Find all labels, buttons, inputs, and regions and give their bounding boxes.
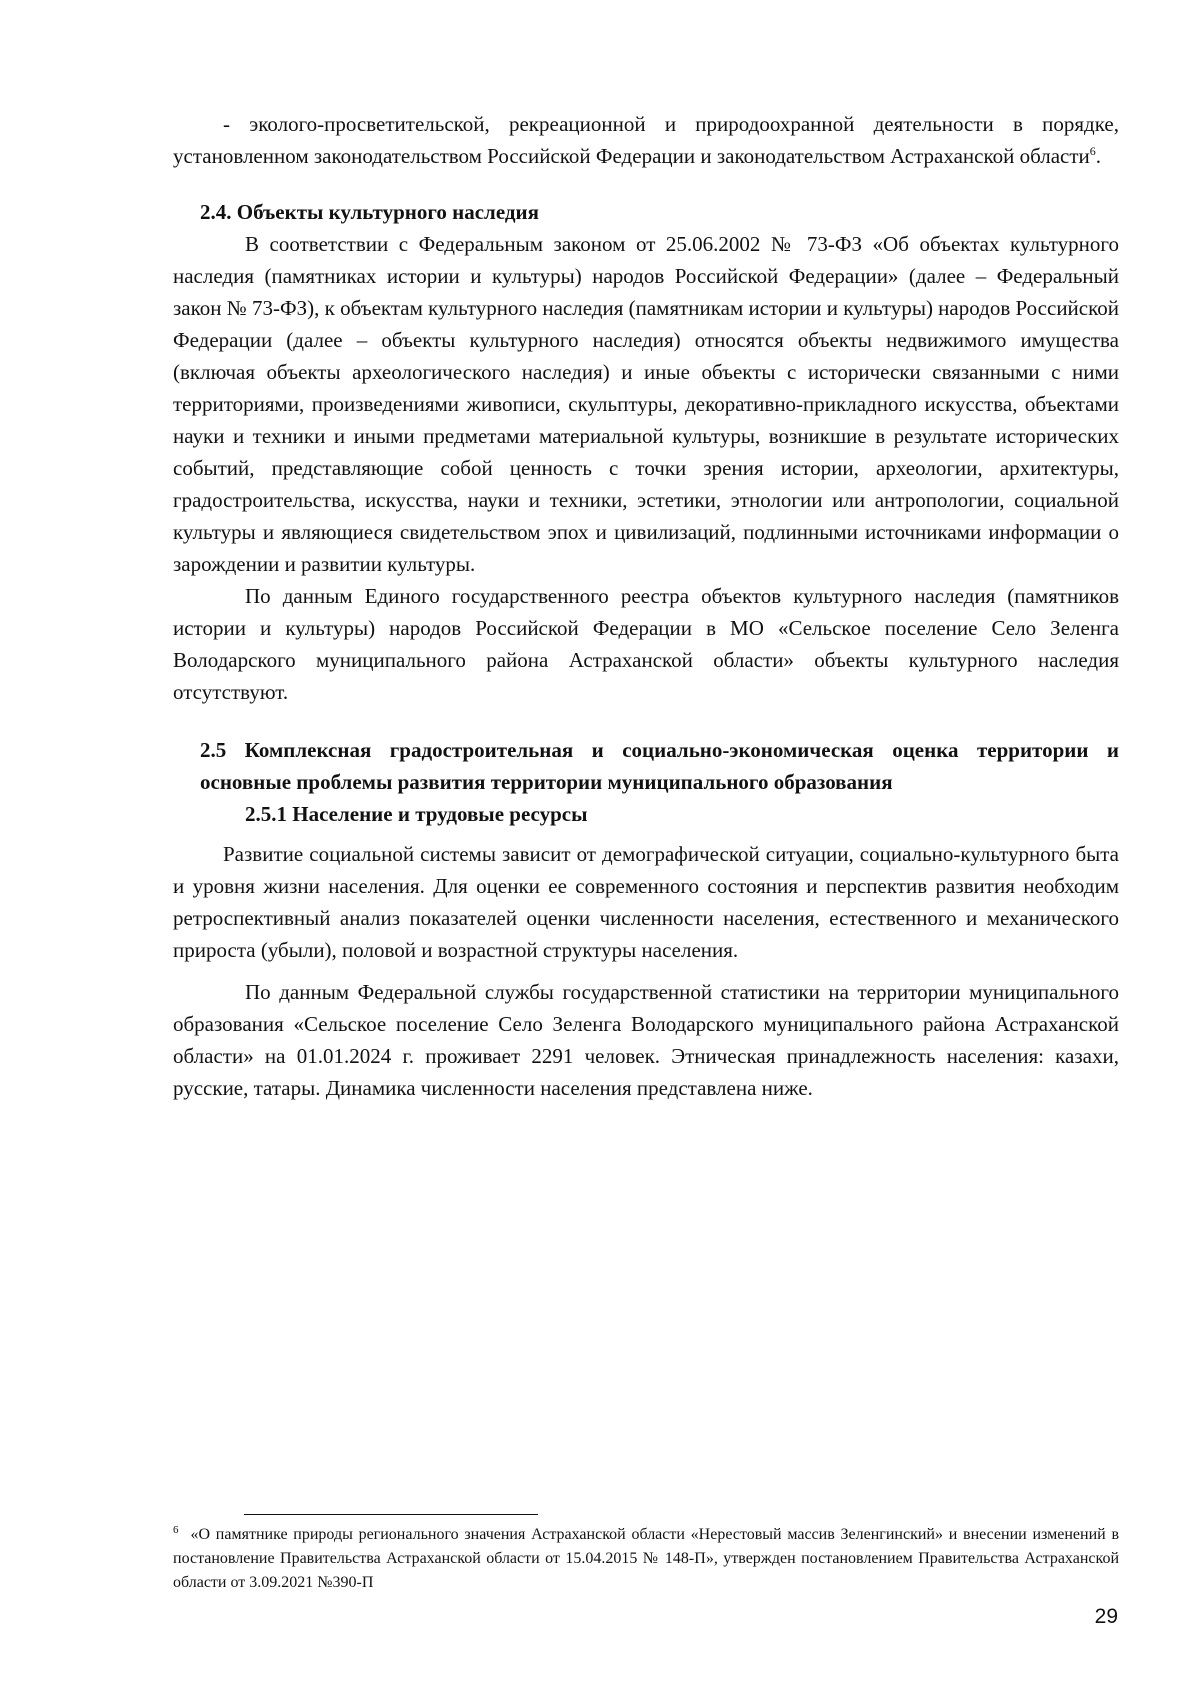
section-2-5-1-heading: 2.5.1 Население и трудовые ресурсы: [245, 802, 588, 826]
section-2-4-paragraph-2: По данным Единого государственного реестра объектов культурного наследия (памятников истории и культуры) народов Российской Федерации в МО «Сельское поселение Село Зеленга Володарского муниципального района Астраханской области» объекты культурного наследия отсутствуют.: [173, 584, 1119, 704]
page-number: 29: [1094, 1605, 1118, 1628]
footnote-separator: [244, 1514, 538, 1515]
footnote-reference[interactable]: 6: [1089, 144, 1096, 158]
footnote-marker: 6: [173, 1523, 179, 1536]
section-2-5-1-paragraph-2: По данным Федеральной службы государственной статистики на территории муниципального образования «Сельское поселение Село Зеленга Володарского муниципального района Астраханской области» на 01.01.2024 г. проживает 2291 человек. Этническая принадлежность населения: казахи, русские, татары. Динамика численности населения представлена ниже.: [173, 980, 1119, 1100]
section-2-4-heading: 2.4. Объекты культурного наследия: [200, 200, 539, 224]
intro-text: - эколого-просветительской, рекреационной и природоохранной деятельности в порядке, установленном законодательством Российской Федерации и законодательством Астраханской области: [173, 112, 1119, 168]
intro-paragraph: [173, 108, 1119, 172]
section-2-4-paragraph-1: В соответствии с Федеральным законом от 25.06.2002 № 73-ФЗ «Об объектах культурного наследия (памятниках истории и культуры) народов Российской Федерации» (далее – Федеральный закон № 73-ФЗ), к объектам культурного наследия (памятникам истории и культуры) народов Российской Федерации (далее – объекты культурного наследия) относятся объекты недвижимого имущества (включая объекты археологического наследия) и иные объекты с исторически связанными с ними территориями, произведениями живописи, скульптуры, декоративно-прикладного искусства, объектами науки и техники и иными предметами материальной культуры, возникшие в результате исторических событий, представляющие собой ценность с точки зрения истории, археологии, архитектуры, градостроительства, искусства, науки и техники, эстетики, этнологии или антропологии, социальной культуры и являющиеся свидетельством эпох и цивилизаций, подлинными источниками информации о зарождении и развитии культуры.: [173, 232, 1119, 576]
page-content: [173, 108, 1119, 1104]
footnote-text: «О памятнике природы регионального значения Астраханской области «Нерестовый массив Зеленгинский» и внесении изменений в постановление Правительства Астраханской области от 15.04.2015 № 148-П», утвержден постановлением Правительства Астраханской области от 3.09.2021 №390-П: [173, 1526, 1119, 1591]
section-2-5-1-paragraph-1: Развитие социальной системы зависит от демографической ситуации, социально-культурного быта и уровня жизни населения. Для оценки ее современного состояния и перспектив развития необходим ретроспективный анализ показателей оценки численности населения, естественного и механического прироста (убыли), половой и возрастной структуры населения.: [173, 842, 1119, 962]
intro-end: .: [1095, 144, 1102, 168]
footnote: [173, 1523, 1119, 1595]
section-2-5-heading: 2.5 Комплексная градостроительная и социально-экономическая оценка территории и основные проблемы развития территории муниципального образования: [200, 738, 1119, 794]
